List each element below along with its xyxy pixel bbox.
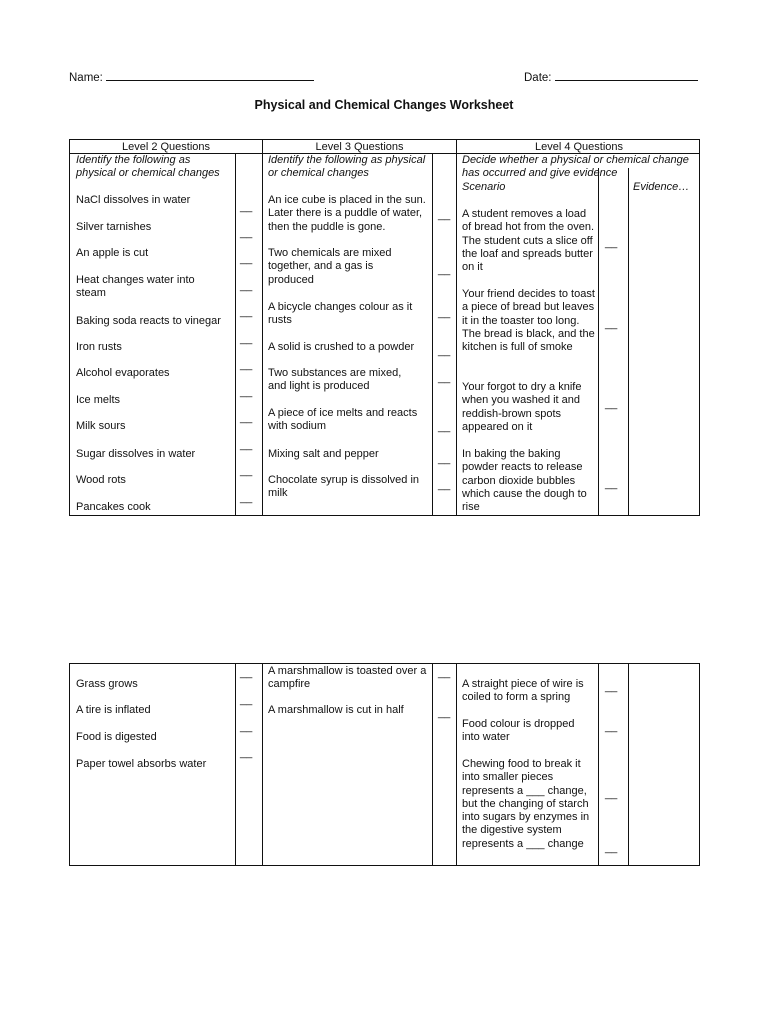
answer-blank[interactable]: __ <box>240 280 253 292</box>
answer-blank[interactable]: __ <box>240 492 253 504</box>
level2-item: Grass grows <box>76 678 138 690</box>
level2-item: Baking soda reacts to vinegar <box>76 315 221 327</box>
level3-item: An ice cube is placed in the sun. Later there is a puddle of water, then the puddle is gone. <box>268 194 426 233</box>
level4-scenario: A student removes a load of bread hot from the oven. The student cuts a slice off the loaf and spreads butter on it <box>462 208 595 274</box>
level3-item: A solid is crushed to a powder <box>268 341 415 353</box>
level2-item: NaCl dissolves in water <box>76 194 191 206</box>
worksheet-table-2 <box>69 663 700 866</box>
level3-instruction: Identify the following as physical or chemical changes <box>268 154 426 180</box>
answer-blank[interactable]: __ <box>605 398 618 410</box>
answer-blank[interactable]: __ <box>605 478 618 490</box>
answer-blank[interactable]: __ <box>438 453 451 465</box>
answer-blank[interactable]: __ <box>438 209 451 221</box>
answer-blank[interactable]: __ <box>240 333 253 345</box>
level4-scenario: In baking the baking powder reacts to release carbon dioxide bubbles which cause the dough to rise <box>462 448 587 514</box>
level3-item: A marshmallow is cut in half <box>268 704 404 716</box>
level2-item: Food is digested <box>76 731 157 743</box>
level4-scenario: A straight piece of wire is coiled to form a spring <box>462 678 584 704</box>
answer-blank[interactable]: __ <box>240 439 253 451</box>
level2-item: Sugar dissolves in water <box>76 448 196 460</box>
level2-item: Iron rusts <box>76 341 122 353</box>
answer-blank[interactable]: __ <box>605 681 618 693</box>
answer-blank[interactable]: __ <box>240 253 253 265</box>
answer-blank[interactable]: __ <box>240 721 253 733</box>
answer-blank[interactable]: __ <box>240 306 253 318</box>
answer-blank[interactable]: __ <box>605 318 618 330</box>
page-title: Physical and Chemical Changes Worksheet <box>254 98 514 112</box>
answer-blank[interactable]: __ <box>438 372 451 384</box>
answer-blank[interactable]: __ <box>240 412 253 424</box>
answer-blank[interactable]: __ <box>605 237 618 249</box>
answer-blank[interactable]: __ <box>240 694 253 706</box>
level4-scenario: Your forgot to dry a knife when you washed it and reddish-brown spots appeared on it <box>462 381 582 433</box>
level3-item: Mixing salt and pepper <box>268 448 379 460</box>
answer-blank[interactable]: __ <box>438 421 451 433</box>
level3-item: Two chemicals are mixed together, and a gas is produced <box>268 247 392 286</box>
answer-blank[interactable]: __ <box>240 359 253 371</box>
answer-blank[interactable]: __ <box>605 842 618 854</box>
level2-item: Pancakes cook <box>76 501 151 513</box>
column-header-level2: Level 2 Questions <box>121 141 211 153</box>
column-header-level3: Level 3 Questions <box>315 141 404 153</box>
scenario-label: Scenario <box>462 181 506 193</box>
answer-blank[interactable]: __ <box>240 386 253 398</box>
level2-item: Alcohol evaporates <box>76 367 170 379</box>
answer-blank[interactable]: __ <box>438 345 451 357</box>
level3-item: A bicycle changes colour as it rusts <box>268 301 413 327</box>
level2-item: Wood rots <box>76 474 126 486</box>
level2-item: Silver tarnishes <box>76 221 152 233</box>
worksheet-table-1 <box>69 139 700 516</box>
name-line <box>106 69 314 81</box>
name-label: Name: <box>69 72 103 84</box>
level2-instruction: Identify the following as physical or chemical changes <box>76 154 220 180</box>
answer-blank[interactable]: __ <box>438 479 451 491</box>
column-header-level4: Level 4 Questions <box>534 141 624 153</box>
level3-item: Two substances are mixed, and light is produced <box>268 367 402 393</box>
level4-scenario: Food colour is dropped into water <box>462 718 575 744</box>
level2-item: Ice melts <box>76 394 121 406</box>
answer-blank[interactable]: __ <box>240 667 253 679</box>
evidence-label: Evidence… <box>633 181 690 193</box>
level2-item: A tire is inflated <box>76 704 151 716</box>
level3-item: A piece of ice melts and reacts with sodium <box>268 407 418 433</box>
level4-scenario: Chewing food to break it into smaller pieces represents a ___ change, but the changing of starch into sugars by enzymes in the digestive system represents a ___ change <box>462 758 590 850</box>
answer-blank[interactable]: __ <box>438 307 451 319</box>
name-field[interactable] <box>69 69 314 84</box>
level4-instruction: Decide whether a physical or chemical change has occurred and give evidence <box>462 154 689 180</box>
answer-blank[interactable]: __ <box>605 788 618 800</box>
answer-blank[interactable]: __ <box>240 201 253 213</box>
answer-blank[interactable]: __ <box>438 264 451 276</box>
level2-item: Milk sours <box>76 420 126 432</box>
date-label: Date: <box>524 72 552 84</box>
level3-item: A marshmallow is toasted over a campfire <box>268 665 427 691</box>
level4-scenario: Your friend decides to toast a piece of bread but leaves it in the toaster too long. The bread is black, and the kitchen is full of smoke <box>462 288 595 354</box>
answer-blank[interactable]: __ <box>605 721 618 733</box>
answer-blank[interactable]: __ <box>240 747 253 759</box>
level2-item: Paper towel absorbs water <box>76 758 207 770</box>
level2-item: An apple is cut <box>76 247 149 259</box>
level2-item: Heat changes water into steam <box>76 274 195 300</box>
date-field[interactable] <box>524 69 698 84</box>
answer-blank[interactable]: __ <box>438 667 451 679</box>
date-line <box>555 69 698 81</box>
answer-blank[interactable]: __ <box>438 707 451 719</box>
answer-blank[interactable]: __ <box>240 465 253 477</box>
answer-blank[interactable]: __ <box>240 227 253 239</box>
level3-item: Chocolate syrup is dissolved in milk <box>268 474 420 500</box>
